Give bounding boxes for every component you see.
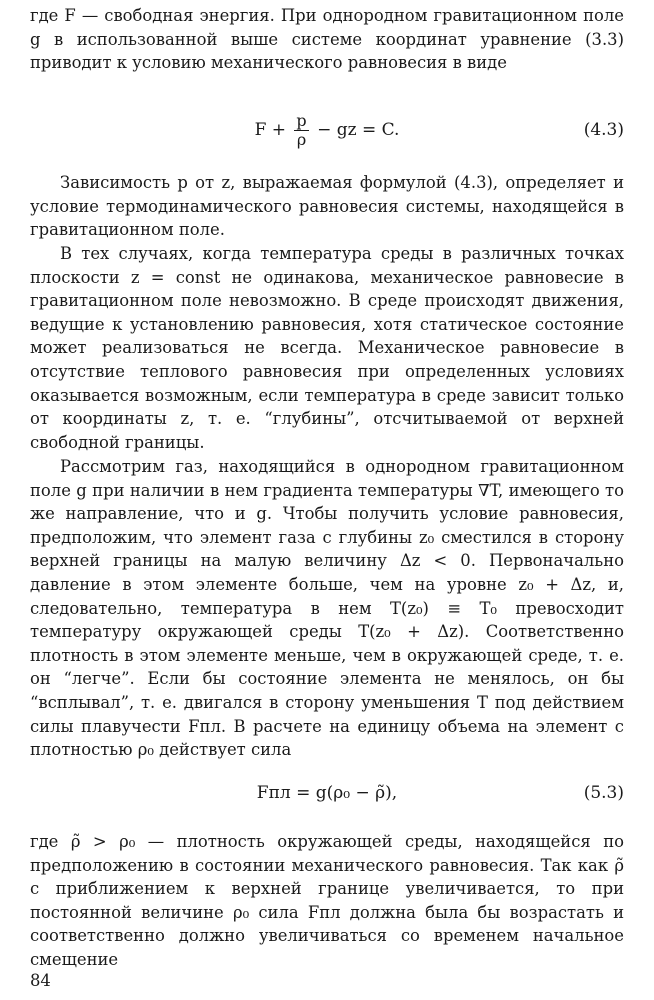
- fraction-denominator: ρ: [294, 130, 308, 149]
- equation-4-3-lhs: F +: [254, 120, 287, 140]
- page-number: 84: [30, 971, 51, 990]
- equation-4-3-number: (4.3): [583, 120, 624, 140]
- fraction-numerator: p: [296, 111, 307, 130]
- equation-5-3: [30, 773, 624, 813]
- equation-4-3-expression: [30, 110, 624, 150]
- paragraph-free-energy: где F — свободная энергия. При однородном гравитационном поле g в использованной выше системе координат уравнение (3.3) приводит к условию механического равновесия в виде: [30, 6, 624, 73]
- equation-4-3: [30, 110, 624, 150]
- equation-4-3-rhs: − gz = C.: [317, 120, 400, 140]
- paragraph-temperature-nonuniform: В тех случаях, когда температура среды в различных точках плоскости z = const не одинакова, механическое равновесие в гравитационном поле невозможно. В среде происходят движения, ведущие к установлению равновесия, хотя статическое состояние может реализоваться не всегда. Механическое равновесие в отсутствие теплового равновесия при определенных условиях оказывается возможным, если температура в среде зависит только от координаты z, т. е. “глубины”, отсчитываемой от верхней свободной границы.: [30, 244, 624, 452]
- equation-4-3-fraction: [294, 112, 308, 149]
- paragraph-pressure-dependence: Зависимость p от z, выражаемая формулой (4.3), определяет и условие термодинамического равновесия системы, находящейся в гравитационном поле.: [30, 173, 624, 240]
- equation-5-3-expression: Fпл = g(ρ₀ − ρ̃),: [256, 783, 398, 803]
- paragraph-gas-element: Рассмотрим газ, находящийся в однородном гравитационном поле g при наличии в нем градиента температуры ∇T, имеющего то же направление, что и g. Чтобы получить условие равновесия, предположим, что элемент газа с глубины z₀ сместился в сторону верхней границы на малую величину Δz < 0. Первоначально давление в этом элементе больше, чем на уровне z₀ + Δz, и, следовательно, температура в нем T(z₀) ≡ T₀ превосходит температуру окружающей среды T(z₀ + Δz). Соответственно плотность в этом элементе меньше, чем в окружающей среде, т. е. он “легче”. Если бы состояние элемента не менялось, он бы “всплывал”, т. е. двигался в сторону уменьшения T под действием силы плавучести Fпл. В расчете на единицу объема на элемент с плотностью ρ₀ действует сила: [30, 457, 624, 760]
- paragraph-ambient-density: где ρ̃ > ρ₀ — плотность окружающей среды, находящейся по предположению в состоянии механического равновесия. Так как ρ̃ с приближением к верхней границе увеличивается, то при постоянной величине ρ₀ сила Fпл должна была бы возрастать и соответственно должно увеличиваться со временем начальное смещение: [30, 832, 624, 969]
- equation-5-3-number: (5.3): [583, 783, 624, 803]
